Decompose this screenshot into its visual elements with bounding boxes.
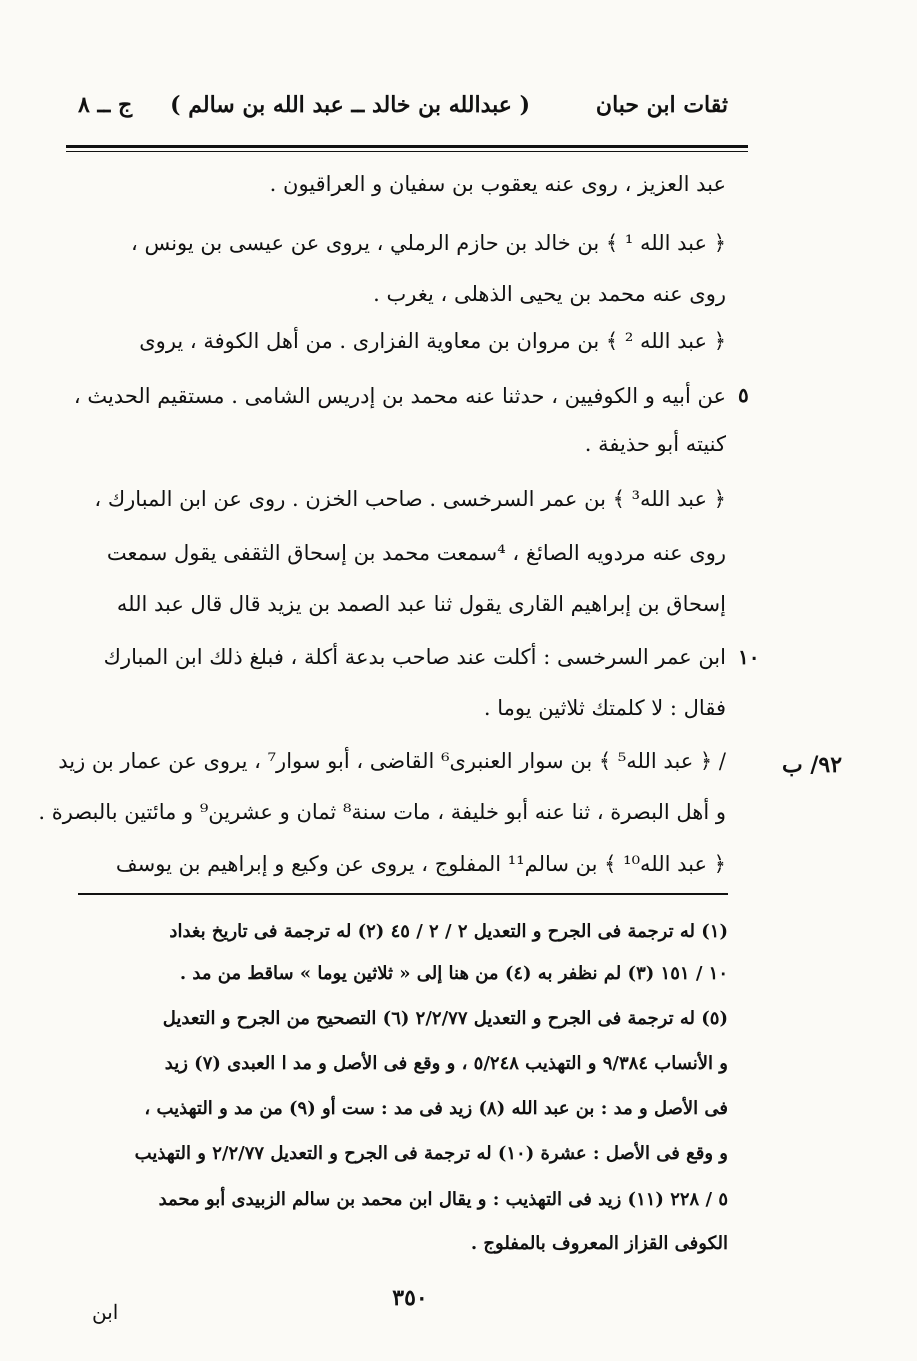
- text-line: فقال : لا كلمتك ثلاثين يوما .: [483, 696, 726, 720]
- text-line: و أهل البصرة ، ثنا عنه أبو خليفة ، مات سنة⁸ ثمان و عشرين⁹ و مائتين بالبصرة .: [38, 800, 726, 824]
- header-rule-thick: [66, 145, 748, 148]
- footnote-rule: [78, 893, 728, 895]
- header-volume: ج ــ ٨: [78, 92, 133, 118]
- running-header: [78, 92, 728, 132]
- page-number: ٣٥٠: [392, 1285, 428, 1311]
- footnote-line: ١٠ / ١٥١ (٣) لم نظفر به (٤) من هنا إلى « ثلاثين يوما » ساقط من مد .: [179, 963, 728, 984]
- footnote-line: (٥) له ترجمة فى الجرح و التعديل ٢/٢/٧٧ (٦) التصحيح من الجرح و التعديل: [162, 1008, 728, 1029]
- footnote-line: ٥ / ٢٢٨ (١١) زيد فى التهذيب : و يقال ابن محمد بن سالم الزبيدى أبو محمد: [158, 1189, 728, 1210]
- header-section-title: ( عبدالله بن خالد ــ عبد الله بن سالم ): [170, 92, 530, 118]
- header-rule-thin: [66, 151, 748, 152]
- text-line: عن أبيه و الكوفيين ، حدثنا عنه محمد بن إدريس الشامى . مستقيم الحديث ،: [73, 384, 726, 408]
- text-line: ﴿ عبد الله ¹ ﴾ بن خالد بن حازم الرملي ، يروى عن عيسى بن يونس ،: [130, 231, 726, 255]
- footnote-line: و وقع فى الأصل : عشرة (١٠) له ترجمة فى الجرح و التعديل ٢/٢/٧٧ و التهذيب: [134, 1143, 728, 1164]
- text-line: ﴿ عبد الله ² ﴾ بن مروان بن معاوية الفزارى . من أهل الكوفة ، يروى: [139, 329, 726, 353]
- line-number: ١٠: [738, 645, 760, 669]
- margin-folio-note: ٩٢/ ب: [782, 752, 843, 778]
- text-line: روى عنه محمد بن يحيى الذهلى ، يغرب .: [373, 282, 726, 306]
- text-line: كنيته أبو حذيفة .: [584, 432, 726, 456]
- text-line: / ﴿ عبد الله⁵ ﴾ بن سوار العنبرى⁶ القاضى ، أبو سوار⁷ ، يروى عن عمار بن زيد: [58, 749, 726, 773]
- text-line: ﴿ عبد الله¹⁰ ﴾ بن سالم¹¹ المفلوج ، يروى عن وكيع و إبراهيم بن يوسف: [115, 852, 726, 876]
- text-line: عبد العزيز ، روى عنه يعقوب بن سفيان و العراقيون .: [269, 172, 726, 196]
- text-line: ﴿ عبد الله³ ﴾ بن عمر السرخسى . صاحب الخزن . روى عن ابن المبارك ،: [94, 487, 726, 511]
- text-line: إسحاق بن إبراهيم القارى يقول ثنا عبد الصمد بن يزيد قال قال عبد الله: [116, 592, 726, 616]
- footnote-line: و الأنساب ٩/٣٨٤ و التهذيب ٥/٢٤٨ ، و وقع فى الأصل و مد ا العبدى (٧) زيد: [164, 1053, 728, 1074]
- footnote-line: (١) له ترجمة فى الجرح و التعديل ٢ / ٢ / ٤٥ (٢) له ترجمة فى تاريخ بغداد: [169, 921, 728, 942]
- catchword: ابن: [92, 1300, 119, 1324]
- footnote-line: فى الأصل و مد : بن عبد الله (٨) زيد فى مد : ست أو (٩) من مد و التهذيب ،: [144, 1098, 728, 1119]
- text-line: ابن عمر السرخسى : أكلت عند صاحب بدعة أكلة ، فبلغ ذلك ابن المبارك: [103, 645, 726, 669]
- header-book-title: ثقات ابن حبان: [595, 92, 728, 118]
- footnote-line: الكوفى القزاز المعروف بالمفلوج .: [470, 1233, 728, 1254]
- line-number: ٥: [738, 383, 749, 407]
- text-line: روى عنه مردويه الصائغ ، ⁴سمعت محمد بن إسحاق الثقفى يقول سمعت: [106, 541, 726, 565]
